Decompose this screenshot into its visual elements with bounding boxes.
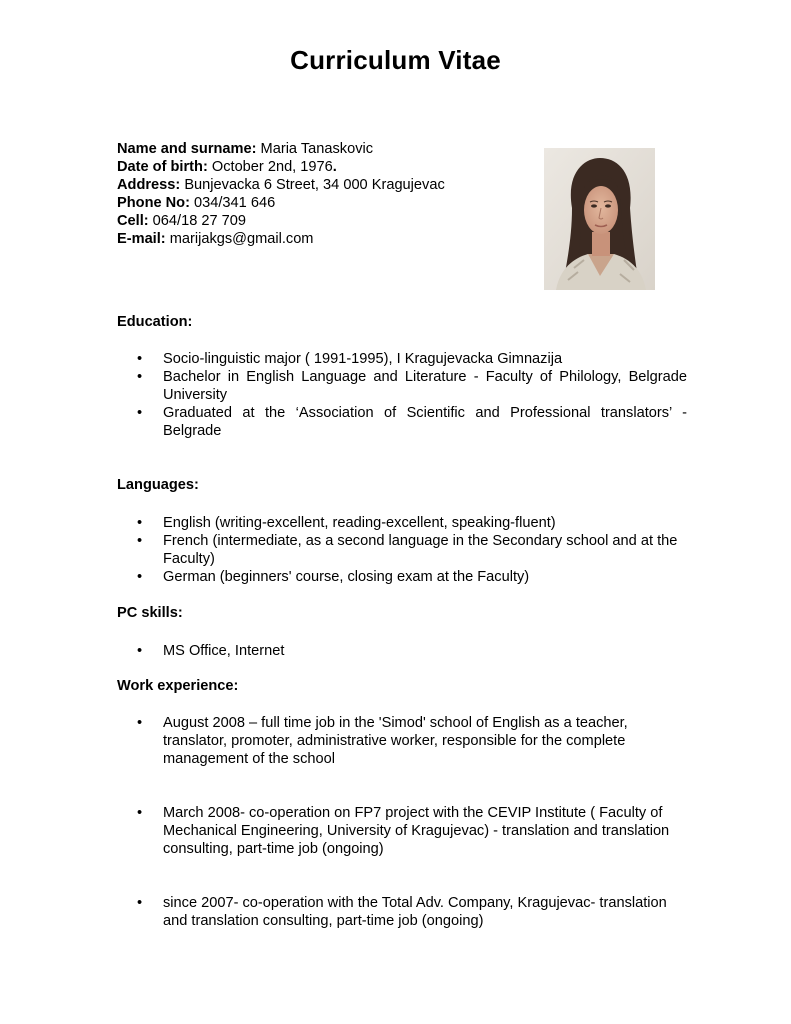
cell-value: 064/18 27 709 [148,213,247,229]
list-item: • Socio-linguistic major ( 1991-1995), I Kragujevacka Gimnazija [117,350,687,368]
phone-row [117,194,445,212]
education-heading: Education: [117,314,193,330]
work-list-1 [117,714,687,768]
page-title: Curriculum Vitae [290,45,501,75]
dob-label: Date of birth: [117,159,208,175]
name-row [117,140,445,158]
list-item: • August 2008 – full time job in the 'Simod' school of English as a teacher, translator, promoter, administrative worker, responsible for the complete management of the school [117,714,687,768]
address-label: Address: [117,177,181,193]
email-value: marijakgs@gmail.com [165,231,314,247]
phone-label: Phone No: [117,195,190,211]
work-experience-heading: Work experience: [117,678,239,694]
work-list-3 [117,894,687,930]
list-item: • German (beginners' course, closing exam at the Faculty) [117,568,687,586]
languages-heading: Languages: [117,477,199,493]
languages-list [117,514,687,586]
dob-row [117,158,445,176]
list-item: • March 2008- co-operation on FP7 project with the CEVIP Institute ( Faculty of Mechanical Engineering, University of Kragujevac) - translation and translation consulting, part-time job (ongoing) [117,804,687,858]
list-item: • MS Office, Internet [117,642,687,660]
cell-label: Cell: [117,213,149,229]
work-list-2 [117,804,687,858]
email-label: E-mail: [117,231,166,247]
pc-skills-heading: PC skills: [117,605,183,621]
profile-photo [544,148,655,290]
address-value: Bunjevacka 6 Street, 34 000 Kragujevac [180,177,445,193]
personal-info [117,140,445,248]
list-item: • since 2007- co-operation with the Total Adv. Company, Kragujevac- translation and translation consulting, part-time job (ongoing) [117,894,687,930]
list-item: • Bachelor in English Language and Literature - Faculty of Philology, Belgrade University [117,368,687,404]
cell-row [117,212,445,230]
list-item: • English (writing-excellent, reading-excellent, speaking-fluent) [117,514,687,532]
name-value: Maria Tanaskovic [256,141,374,157]
dob-period: . [332,159,337,175]
dob-value: October 2nd, 1976 [207,159,333,175]
address-row [117,176,445,194]
name-label: Name and surname: [117,141,257,157]
list-item: • French (intermediate, as a second language in the Secondary school and at the Faculty) [117,532,687,568]
education-list [117,350,687,440]
pc-skills-list [117,642,687,660]
phone-value: 034/341 646 [189,195,276,211]
list-item: • Graduated at the ‘Association of Scientific and Professional translators’ - Belgrade [117,404,687,440]
email-row [117,230,445,248]
